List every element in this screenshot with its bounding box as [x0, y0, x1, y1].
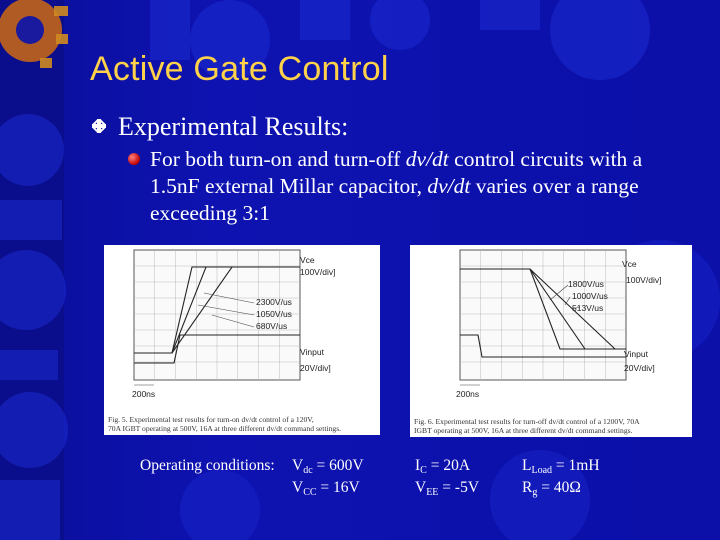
- figure-turn-on: [104, 245, 380, 435]
- bullet-icon: [92, 119, 106, 133]
- vce-scale-label: 100V/div]: [300, 267, 336, 277]
- condition-lload: $L_{Load} = 1mH$: [522, 457, 600, 476]
- vinput-label: Vinput: [624, 349, 648, 359]
- operating-conditions-label: Operating conditions:: [140, 457, 275, 474]
- bullet-text: Experimental Results:: [118, 112, 349, 141]
- rate-label-1: 2300V/us: [256, 297, 292, 307]
- figure-caption: Fig. 5. Experimental test results for turn-on dv/dt control of a 120V, 70A IGBT operating at 500V, 16A at three different dv/dt command settings.: [108, 415, 342, 433]
- condition-vcc: $V_{CC} = 16V$: [292, 479, 360, 498]
- condition-vee: $V_{EE} = -5V$: [415, 479, 480, 498]
- vinput-scale-label: 20V/div]: [624, 363, 655, 373]
- time-scale-label: 200ns: [132, 389, 156, 399]
- rate-label-3: 680V/us: [256, 321, 288, 331]
- condition-vdc-vcc: [292, 455, 364, 499]
- bullet-dot-icon: [128, 153, 140, 165]
- scope-trace-turn-off: [410, 245, 692, 405]
- figure-turn-off: [410, 245, 692, 437]
- bullet-experimental-results: [92, 112, 348, 142]
- vinput-scale-label: 20V/div]: [300, 363, 331, 373]
- vinput-label: Vinput: [300, 347, 324, 357]
- condition-rg: $R_g = 40\Omega$: [522, 479, 581, 498]
- vce-label: Vce: [300, 255, 315, 265]
- rate-label-2: 1050V/us: [256, 309, 292, 319]
- scope-trace-turn-on: [104, 245, 380, 405]
- sub-bullet-text: For both turn-on and turn-off dv/dt control circuits with a 1.5nF external Millar capacitor, dv/dt varies over a range exceeding 3:1: [150, 147, 643, 225]
- condition-vdc: $V_{dc} = 600V$: [292, 457, 364, 476]
- condition-lload-rg: [522, 455, 600, 499]
- time-scale-label: 200ns: [456, 389, 480, 399]
- rate-label-3: 513V/us: [572, 303, 604, 313]
- sub-bullet-dvdt: [128, 146, 688, 227]
- figure-caption: Fig. 6. Experimental test results for turn-off dv/dt control of a 1200V, 70A IGBT operating at 500V, 16A at three different dv/dt command settings.: [414, 417, 640, 435]
- rate-label-1: 1800V/us: [568, 279, 604, 289]
- rate-label-2: 1000V/us: [572, 291, 608, 301]
- slide-title: Active Gate Control: [90, 50, 389, 88]
- vce-scale-label: 100V/div]: [626, 275, 662, 285]
- condition-ic: $I_C = 20A$: [415, 457, 471, 476]
- vce-label: Vce: [622, 259, 637, 269]
- condition-ic-vee: [415, 455, 479, 499]
